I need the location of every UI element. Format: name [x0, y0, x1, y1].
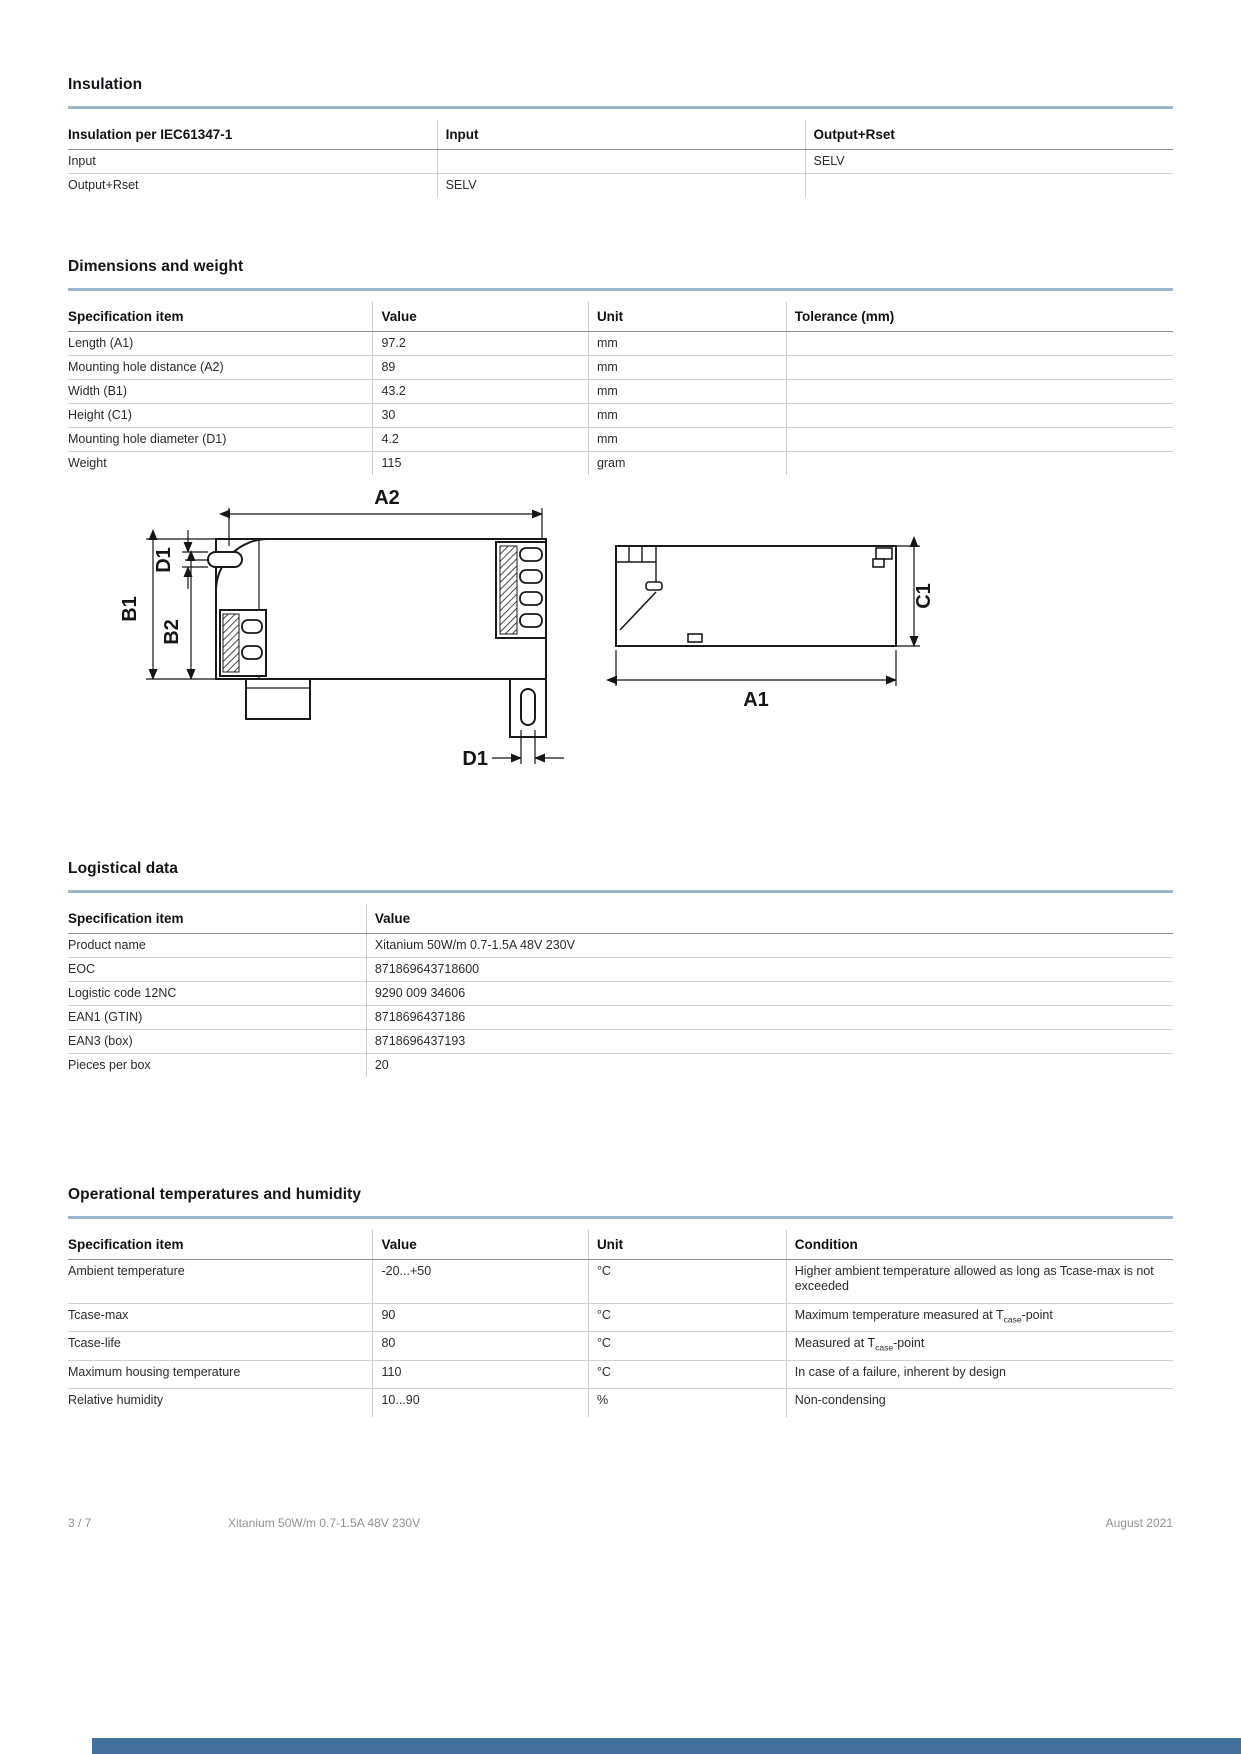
condition-text: Maximum temperature measured at T [794, 1307, 1004, 1322]
cell-item: Pieces per box [68, 1058, 151, 1072]
cell-item: Maximum housing temperature [68, 1360, 373, 1389]
cell-unit: mm [588, 428, 786, 452]
condition-text: Higher ambient temperature allowed as long as Tcase-max is not exceeded [794, 1264, 1154, 1293]
table-row [68, 1054, 1173, 1078]
column-header: Specification item [68, 302, 373, 332]
insulation-table [68, 120, 1173, 197]
cell-item: EOC [68, 958, 366, 982]
cell-item: Relative humidity [68, 1393, 164, 1407]
cell-item: Tcase-life [68, 1332, 373, 1361]
cell-unit: mm [588, 380, 786, 404]
cell-unit: gram [588, 452, 786, 476]
dim-label-d1-bottom: D1 [462, 748, 488, 770]
section-logistics [68, 860, 1173, 1077]
page-footer [68, 1516, 1173, 1536]
column-header: Value [366, 904, 1173, 934]
column-header: Value [373, 302, 588, 332]
cell-value [437, 150, 805, 174]
cell-condition [786, 1303, 1173, 1332]
condition-text: Measured at T [794, 1336, 876, 1350]
column-header: Unit [588, 1230, 786, 1260]
section-dimensions [68, 258, 1173, 475]
table-row [68, 150, 1173, 174]
table-row [68, 1360, 1173, 1389]
table-row [68, 982, 1173, 1006]
dim-label-d1-top: D1 [153, 547, 175, 573]
cell-item: Logistic code 12NC [68, 982, 366, 1006]
cell-value: -20...+50 [373, 1260, 588, 1304]
condition-text: -point [1021, 1307, 1053, 1322]
operational-table [68, 1230, 1173, 1417]
column-header: Specification item [68, 1230, 373, 1260]
cell-item: Height (C1) [68, 404, 373, 428]
section-divider [68, 1216, 1173, 1219]
cell-item: EAN3 (box) [68, 1030, 366, 1054]
cell-value: 110 [373, 1360, 588, 1389]
footer-date: August 2021 [1105, 1516, 1173, 1530]
condition-subscript: case [875, 1342, 894, 1353]
section-title-operational: Operational temperatures and humidity [68, 1186, 362, 1203]
table-row [68, 452, 1173, 476]
column-header: Insulation per IEC61347-1 [68, 120, 437, 150]
dimension-drawing [96, 484, 936, 814]
table-row [68, 1030, 1173, 1054]
cell-value: 80 [373, 1332, 588, 1361]
column-header: Tolerance (mm) [786, 302, 1173, 332]
table-row [68, 428, 1173, 452]
cell-value: 97.2 [373, 332, 588, 356]
dim-label-b2: B2 [161, 619, 183, 645]
cell-value: 89 [373, 356, 588, 380]
table-row [68, 934, 1173, 958]
cell-unit: °C [588, 1260, 786, 1304]
table-row [68, 1389, 1173, 1417]
section-divider [68, 288, 1173, 291]
section-divider [68, 890, 1173, 893]
cell-value: 20 [366, 1054, 1173, 1078]
cell-item: Weight [68, 456, 107, 470]
table-row [68, 356, 1173, 380]
cell-item: Ambient temperature [68, 1260, 373, 1304]
dimension-drawing-svg [96, 484, 936, 814]
cell-value: SELV [437, 174, 805, 198]
dim-label-a2: A2 [374, 487, 400, 509]
section-insulation [68, 76, 1173, 197]
table-header-row [68, 120, 1173, 150]
bottom-accent-bar [92, 1738, 1241, 1754]
cell-tolerance [786, 428, 1173, 452]
column-header: Specification item [68, 904, 366, 934]
cell-tolerance [786, 356, 1173, 380]
condition-text: -point [893, 1336, 925, 1350]
cell-value: 8718696437186 [366, 1006, 1173, 1030]
cell-condition [786, 1260, 1173, 1304]
page-number: 3 / 7 [68, 1516, 92, 1530]
cell-item: Length (A1) [68, 332, 373, 356]
section-operational [68, 1186, 1173, 1417]
cell-item: Product name [68, 934, 366, 958]
cell-value: Xitanium 50W/m 0.7-1.5A 48V 230V [366, 934, 1173, 958]
footer-product-name: Xitanium 50W/m 0.7-1.5A 48V 230V [228, 1516, 421, 1530]
section-divider [68, 106, 1173, 109]
dimensions-table [68, 302, 1173, 475]
cell-item: EAN1 (GTIN) [68, 1006, 366, 1030]
cell-unit: mm [588, 356, 786, 380]
cell-item: Mounting hole diameter (D1) [68, 428, 373, 452]
table-row [68, 1332, 1173, 1361]
table-header-row [68, 904, 1173, 934]
condition-subscript: case [1003, 1314, 1022, 1324]
table-row [68, 958, 1173, 982]
cell-value: 43.2 [373, 380, 588, 404]
dim-label-a1: A1 [743, 689, 769, 711]
cell-value [805, 174, 1173, 198]
table-row [68, 174, 1173, 198]
condition-text: In case of a failure, inherent by design [794, 1364, 1006, 1379]
table-row [68, 1303, 1173, 1332]
cell-value: 871869643718600 [366, 958, 1173, 982]
section-title-insulation: Insulation [68, 76, 143, 93]
cell-condition [786, 1360, 1173, 1389]
table-row [68, 380, 1173, 404]
dim-label-b1: B1 [119, 596, 141, 622]
condition-text: Non-condensing [794, 1393, 886, 1407]
cell-unit: mm [588, 332, 786, 356]
column-header: Input [437, 120, 805, 150]
column-header: Unit [588, 302, 786, 332]
cell-tolerance [786, 452, 1173, 476]
cell-condition [786, 1389, 1173, 1417]
cell-value: 30 [373, 404, 588, 428]
table-row [68, 332, 1173, 356]
section-title-logistics: Logistical data [68, 860, 179, 877]
table-row [68, 1260, 1173, 1304]
cell-item: Output+Rset [68, 178, 139, 192]
cell-unit: °C [588, 1332, 786, 1361]
dim-label-c1: C1 [913, 583, 935, 609]
cell-tolerance [786, 332, 1173, 356]
table-header-row [68, 302, 1173, 332]
cell-value: 9290 009 34606 [366, 982, 1173, 1006]
table-row [68, 1006, 1173, 1030]
cell-condition [786, 1332, 1173, 1361]
cell-item: Width (B1) [68, 380, 373, 404]
table-header-row [68, 1230, 1173, 1260]
cell-value: SELV [805, 150, 1173, 174]
section-title-dimensions: Dimensions and weight [68, 258, 244, 275]
cell-value: 4.2 [373, 428, 588, 452]
cell-unit: mm [588, 404, 786, 428]
cell-value: 115 [373, 452, 588, 476]
cell-value: 10...90 [373, 1389, 588, 1417]
cell-item: Input [68, 150, 437, 174]
cell-unit: °C [588, 1360, 786, 1389]
logistics-table [68, 904, 1173, 1077]
column-header: Value [373, 1230, 588, 1260]
column-header: Output+Rset [805, 120, 1173, 150]
cell-item: Mounting hole distance (A2) [68, 356, 373, 380]
cell-tolerance [786, 404, 1173, 428]
cell-unit: % [588, 1389, 786, 1417]
cell-value: 8718696437193 [366, 1030, 1173, 1054]
cell-unit: °C [588, 1303, 786, 1332]
cell-tolerance [786, 380, 1173, 404]
cell-value: 90 [373, 1303, 588, 1332]
table-row [68, 404, 1173, 428]
cell-item: Tcase-max [68, 1303, 373, 1332]
column-header: Condition [786, 1230, 1173, 1260]
